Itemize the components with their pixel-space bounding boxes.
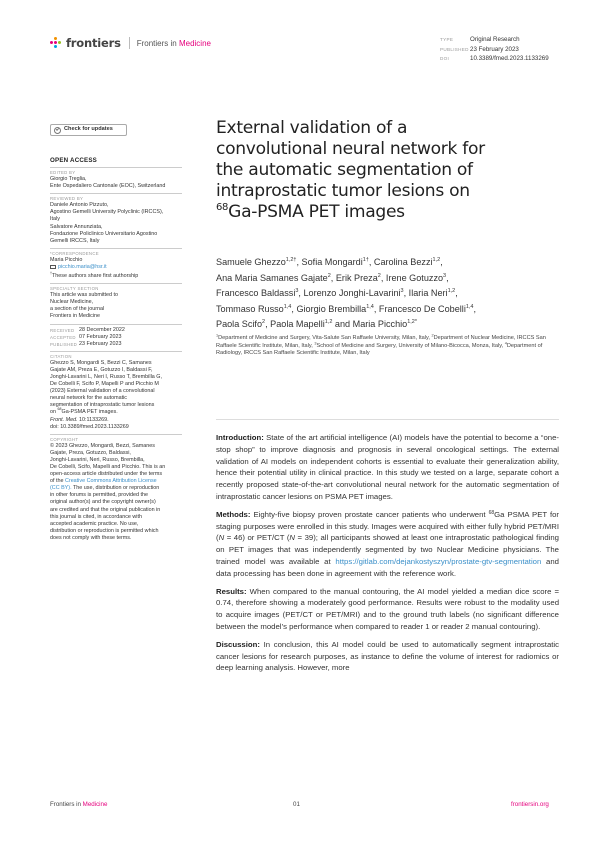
article-title: External validation of a convolutional neural network for the automatic segmentation of intraprostatic tumor lesions on $^{68}$Ga-PSMA PET images bbox=[216, 118, 485, 223]
abstract-results: Results: When compared to the manual contouring, the AI model yielded a median dice score = 0.74, therefore showing a moderately good performance. Results were robust to the modality used to acquire images (PET/CT or PET/MRI) and to the ground truth labels (no significant difference between the model’s performance when compared to reader 1 or reader 2 manual contouring). bbox=[216, 586, 559, 631]
author[interactable]: Maria Picchio$^{1,2*}$ bbox=[352, 319, 418, 330]
article-meta: TYPE Original Research PUBLISHED23 February 2023 DOI 10.3389/fmed.2023.1133269 bbox=[440, 36, 549, 62]
frontiers-logo-icon bbox=[50, 37, 62, 49]
abstract-divider bbox=[216, 419, 559, 420]
author[interactable]: Sofia Mongardi$^{1\dagger}$ bbox=[301, 257, 369, 267]
correspondence-email-link[interactable]: picchio.maria@hsr.it bbox=[58, 263, 107, 270]
license-link[interactable]: Creative Commons Attribution License bbox=[65, 478, 157, 485]
open-access-label: OPEN ACCESS bbox=[50, 157, 98, 164]
author[interactable]: Samuele Ghezzo$^{1,2\dagger}$ bbox=[216, 257, 297, 267]
footer-journal[interactable]: Frontiers in Medicine bbox=[50, 801, 108, 808]
copyright: COPYRIGHT © 2023 Ghezzo, Mongardi, Bezzi, Samanes Gajate, Preza, Gotuzzo, Baldassi, Jonghi-Lavarini, Neri, Russo, Brembilla, De Cobelli, Scifo, Mapelli and Picchio. This is an open-access article distributed under the terms of the Creative Commons Attribution License (CC BY). The use, distribution or reproduction in other forums is permitted, provided the original author(s) and the copyright owner(s) are credited and that the original publication in this journal is cited, in accordance with accepted academic practice. No use, distribution or reproduction is permitted which does not comply with these terms. bbox=[50, 436, 166, 541]
affiliations: $^1$Department of Medicine and Surgery, Vita-Salute San Raffaele University, Milan, Italy, $^2$Department of Nuclear Medicine, IRCCS San Raffaele Scientific Institute, Milan, Italy, $^3$School of Medicine and Surgery, University of Milano-Bicocca, Monza, Italy, $^4$Department of Radiology, IRCCS San Raffaele Scientific Institute, Milan, Italy bbox=[216, 333, 546, 357]
page-number: 01 bbox=[293, 801, 300, 808]
sidebar bbox=[50, 124, 182, 545]
author[interactable]: Carolina Bezzi$^{1,2}$ bbox=[373, 257, 441, 267]
doi: 10.3389/fmed.2023.1133269 bbox=[470, 55, 549, 62]
citation: CITATION Ghezzo S, Mongardi S, Bezzi C, Samanes Gajate AM, Preza E, Gotuzzo I, Baldassi F, Jonghi-Lavarini L, Neri I, Russo T, Brembilla G, De Cobelli F, Scifo P, Mapelli P and Picchio M (2023) External validation of a convolutional neural network for the automatic segmentation of intraprostatic tumor lesions on $^{68}$Ga-PSMA PET images. Front. Med. 10:1133269. doi: 10.3389/fmed.2023.1133269 bbox=[50, 353, 162, 430]
author[interactable]: Paola Scifo$^2$ bbox=[216, 319, 266, 330]
mail-icon bbox=[50, 265, 56, 269]
abstract bbox=[216, 432, 559, 680]
abstract-introduction: Introduction: State of the art artificial intelligence (AI) models have the potential to become a “one-stop shop” to improve diagnosis and prognosis in several oncological settings. The external validation of AI models on independent cohorts is essential to evaluate their generalization ability, hence their potential utility in clinical practice. In this study we tested on a large, separate cohort a recently proposed state-of-the-art convolutional neural network for the automatic segmentation of intraprostatic cancer lesions on PSMA PET images. bbox=[216, 433, 559, 501]
reviewed-by: REVIEWED BY Daniele Antonio Pizzuto, Agostino Gemelli University Polyclinic (IRCCS), Italy Salvatore Annunziata, Fondazione Policlinico Universitario Agostino Gemelli IRCCS, Italy bbox=[50, 196, 164, 244]
specialty-section: SPECIALTY SECTION This article was submitted to Nuclear Medicine, a section of the journal Frontiers in Medicine bbox=[50, 286, 119, 320]
frontiers-logo[interactable] bbox=[50, 36, 211, 50]
check-updates-button[interactable]: Check for updates bbox=[50, 124, 127, 136]
author[interactable]: Tommaso Russo$^{1,4}$ bbox=[216, 303, 292, 314]
footer-site-link[interactable]: frontiersin.org bbox=[511, 801, 549, 808]
author[interactable]: Irene Gotuzzo$^3$ bbox=[385, 272, 447, 283]
check-updates-icon bbox=[54, 127, 61, 134]
author[interactable]: Giorgio Brembilla$^{1,4}$ bbox=[296, 303, 374, 314]
brand-name: frontiers bbox=[66, 36, 121, 50]
abstract-methods: Methods: Eighty-five biopsy proven prostate cancer patients who underwent $^{68}$Ga PSMA PET for staging purposes were enrolled in this study. Images were acquired with either fully hybrid PET/MRI (N = 46) or PET/CT (N = 39); all participants showed at least one intraprostatic pathological finding on PET images that was independently segmented by two Nuclear Medicine physicians. The trained model was available at https://gitlab.com/dejankostyszyn/prostate-gtv-segmentation and data processing has been done in agreement with the reference work. bbox=[216, 509, 559, 578]
header-divider bbox=[129, 37, 130, 49]
author[interactable]: Erik Preza$^2$ bbox=[335, 272, 381, 283]
cc-by-link[interactable]: (CC BY). bbox=[50, 485, 72, 492]
author[interactable]: Francesco Baldassi$^3$ bbox=[216, 288, 299, 299]
journal-name[interactable]: Frontiers in Medicine bbox=[136, 38, 211, 48]
article-type: Original Research bbox=[470, 36, 520, 43]
author[interactable]: Paola Mapelli$^{1,2}$ bbox=[270, 319, 333, 330]
gitlab-link[interactable]: https://gitlab.com/dejankostyszyn/prostate-gtv-segmentation bbox=[335, 556, 542, 566]
publish-date: 23 February 2023 bbox=[470, 45, 519, 53]
abstract-discussion: Discussion: In conclusion, this AI model could be used to automatically segment intraprostatic cancer lesions for research purposes, as instance to define the volume of interest for radiomics or deep learning analysis. However, more bbox=[216, 639, 559, 673]
edited-by: EDITED BY Giorgio Treglia, Ente Ospedaliero Cantonale (EOC), Switzerland bbox=[50, 170, 166, 190]
author[interactable]: Lorenzo Jonghi-Lavarini$^3$ bbox=[303, 288, 404, 299]
author[interactable]: Ana Maria Samanes Gajate$^2$ bbox=[216, 272, 331, 283]
correspondence: *CORRESPONDENCE Maria Picchio picchio.maria@hsr.it †These authors share first authorship bbox=[50, 250, 139, 280]
author[interactable]: Francesco De Cobelli$^{1,4}$ bbox=[378, 303, 474, 314]
author[interactable]: Ilaria Neri$^{1,2}$ bbox=[408, 288, 456, 299]
author-list: Samuele Ghezzo$^{1,2\dagger}$, Sofia Mongardi$^{1\dagger}$, Carolina Bezzi$^{1,2}$, Ana Maria Samanes Gajate$^2$, Erik Preza$^2$, Irene Gotuzzo$^3$, Francesco Baldassi$^3$, Lorenzo Jonghi-Lavarini$^3$, Ilaria Neri$^{1,2}$, Tommaso Russo$^{1,4}$, Giorgio Brembilla$^{1,4}$, Francesco De Cobelli$^{1,4}$, Paola Scifo$^2$, Paola Mapelli$^{1,2}$ and Maria Picchio$^{1,2*}$ bbox=[216, 257, 477, 330]
article-dates: RECEIVED 28 December 2022 ACCEPTED 07 February 2023 PUBLISHED 23 February 2023 bbox=[50, 326, 125, 347]
